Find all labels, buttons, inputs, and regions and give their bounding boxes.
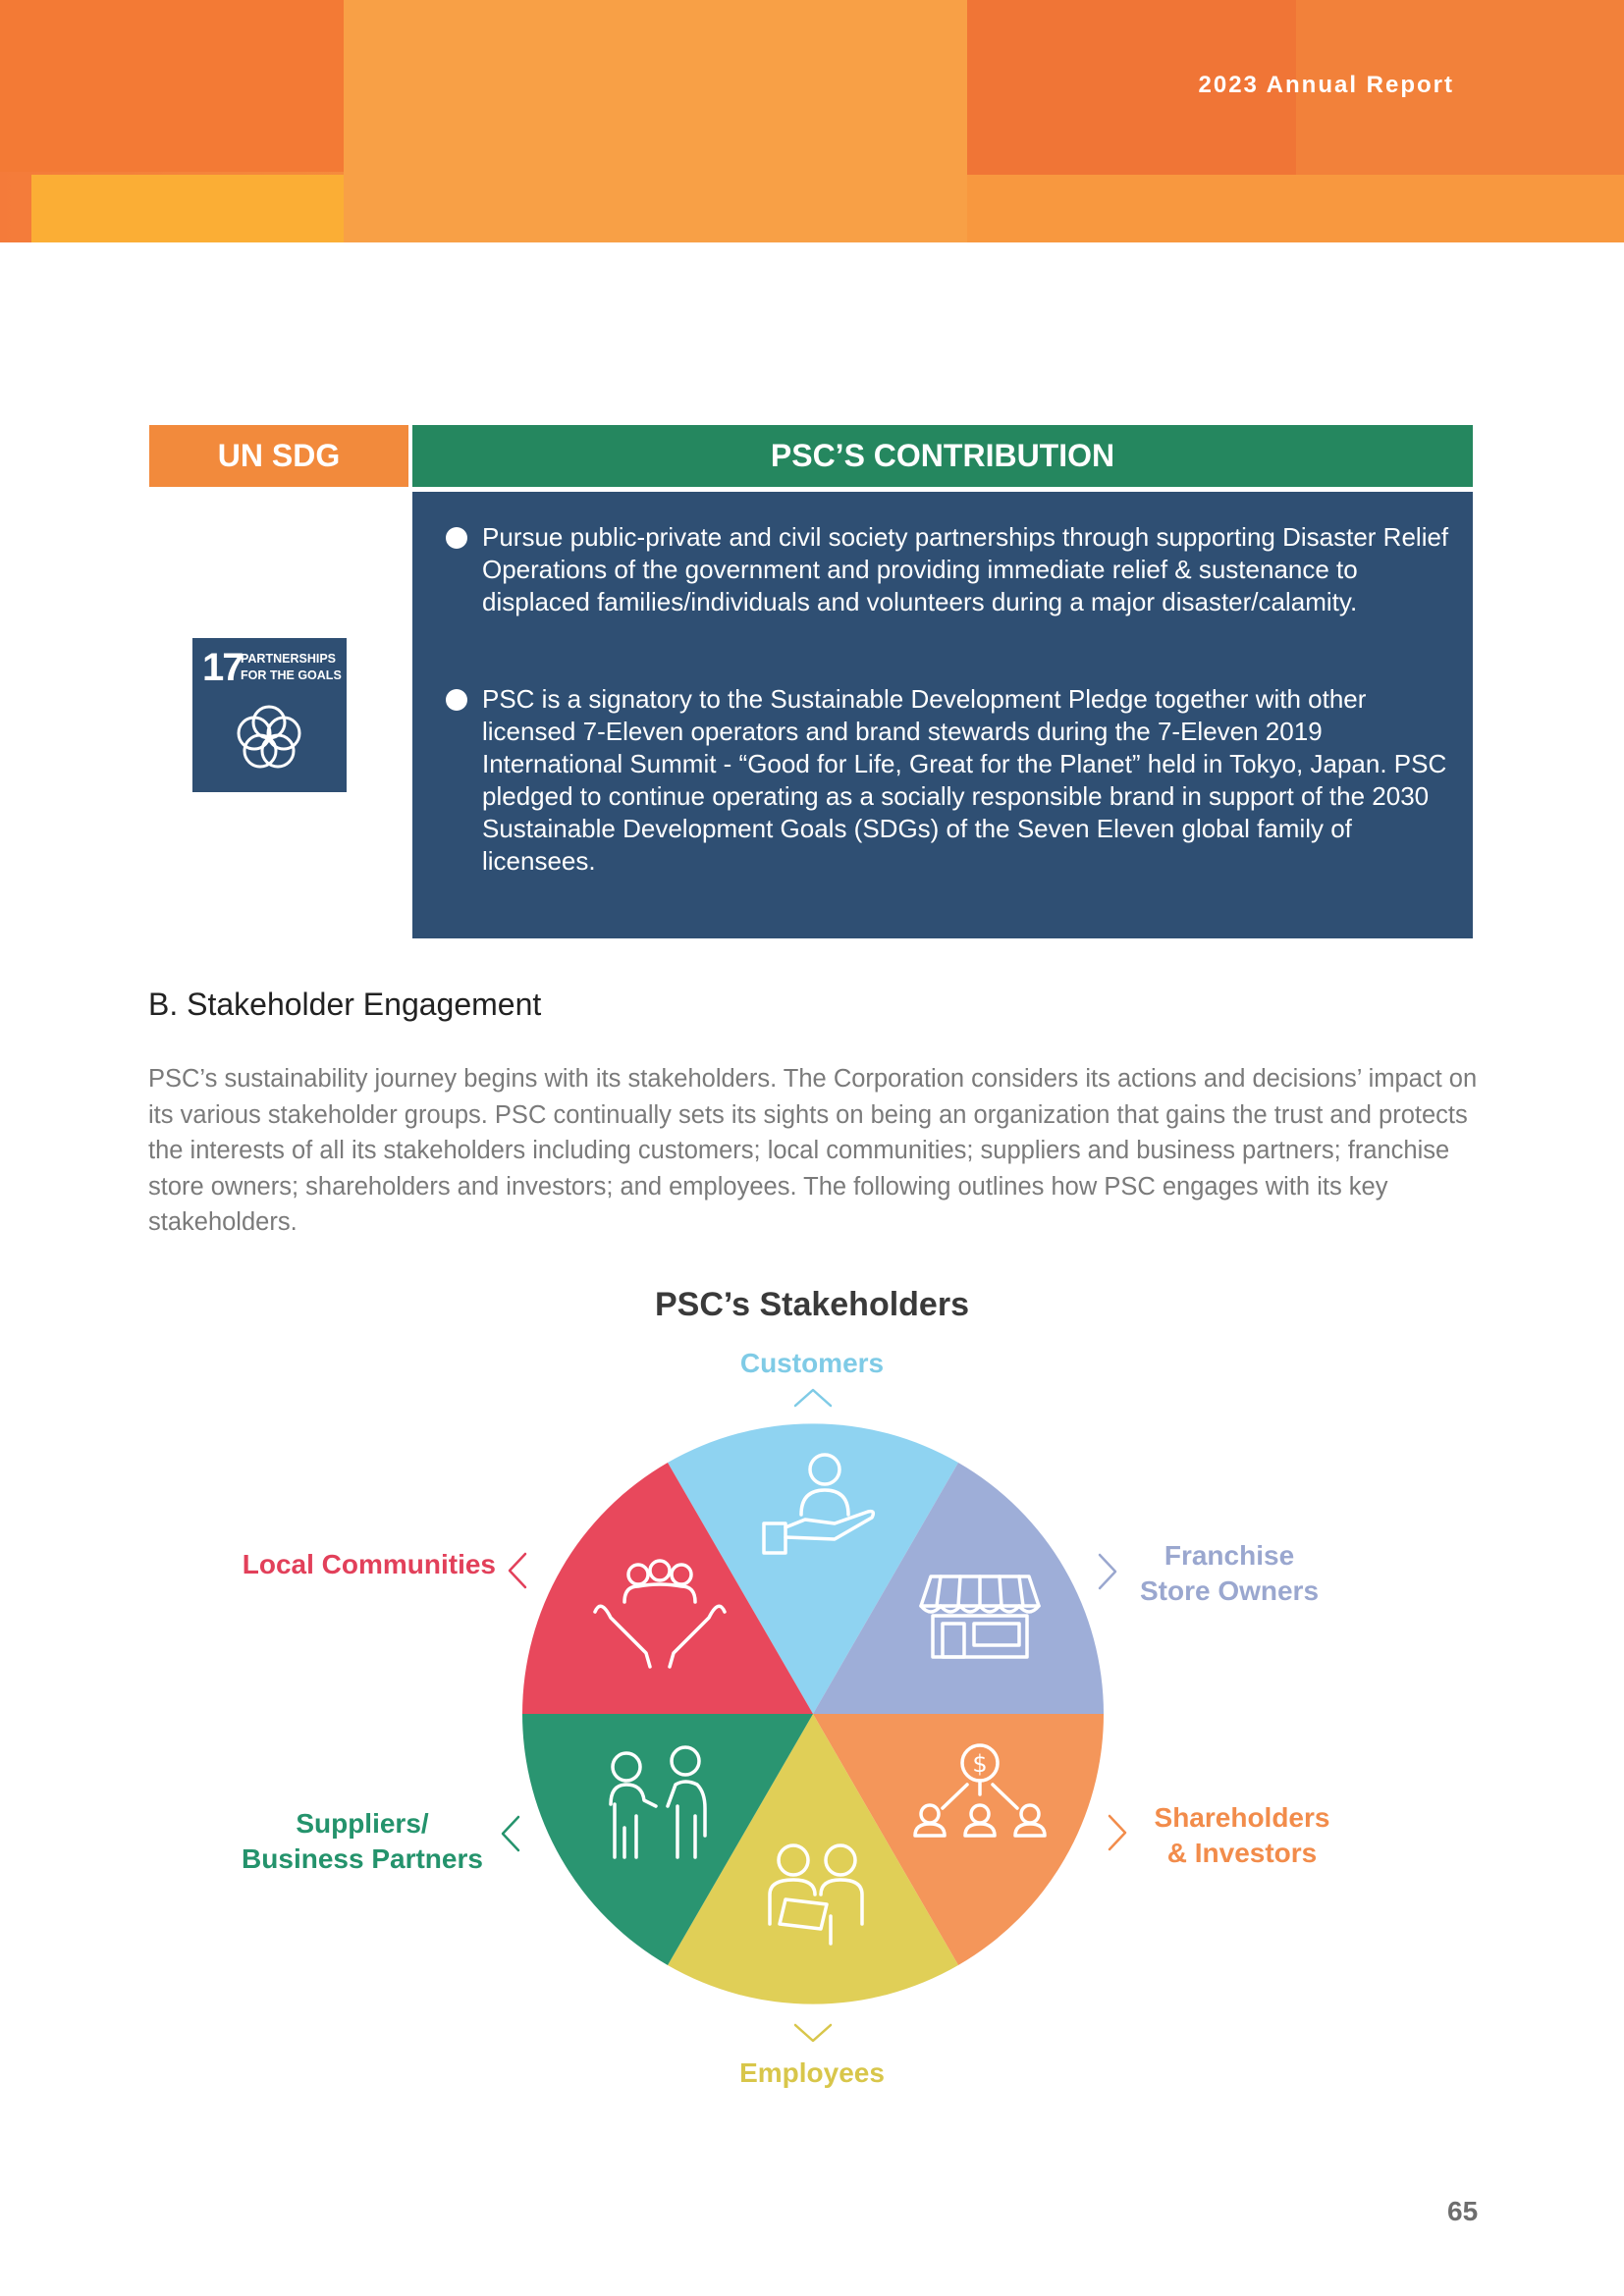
label-line: Franchise xyxy=(1164,1540,1295,1571)
label-line: Shareholders xyxy=(1154,1802,1330,1833)
label-line: Business Partners xyxy=(242,1843,483,1874)
chevron-down-icon xyxy=(795,2025,831,2041)
section-paragraph: PSC’s sustainability journey begins with its stakeholders. The Corporation considers its actions and decisions’ impact on its various stakeholder groups. PSC continually sets its sights on being an organization that gains the trust and protects the interests of all its stakeholders including customers; local communities; suppliers and business partners; franchise store owners; shareholders and investors; and employees. The following outlines how PSC engages with its key stakeholders. xyxy=(148,1065,1478,1236)
chevron-left-icon xyxy=(510,1554,525,1587)
report-title: 2023 Annual Report xyxy=(1198,72,1454,98)
table-header-un-sdg: UN SDG xyxy=(149,425,408,487)
label-shareholders-investors xyxy=(1139,1800,1345,1871)
label-franchise-store-owners xyxy=(1131,1538,1327,1609)
chevron-right-icon xyxy=(1110,1816,1125,1849)
chevron-up-icon xyxy=(795,1390,831,1406)
diagram-title: PSC’s Stakeholders xyxy=(655,1286,969,1323)
sdg-number: 17 xyxy=(202,646,243,689)
label-customers: Customers xyxy=(739,1348,885,1378)
label-line: & Investors xyxy=(1166,1838,1318,1868)
svg-text:$: $ xyxy=(972,1750,988,1778)
label-suppliers-business-partners xyxy=(220,1806,505,1877)
bullet-text: PSC is a signatory to the Sustainable Development Pledge together with other licensed 7-Eleven operators and brand stewards during the 7-Eleven 2019 International Summit - “Good for Life, Great for the Planet” held in Tokyo, Japan. PSC pledged to continue operating as a socially responsible brand in support of the 2030 Sustainable Development Goals (SDGs) of the Seven Eleven global family of licensees. xyxy=(482,684,1447,876)
sdg-goal-line2: FOR THE GOALS xyxy=(241,668,342,682)
bullet-text: Pursue public-private and civil society partnerships through supporting Disaster Relief Operations of the government and providing immediate relief & sustenance to displaced families/individuals and volunteers during a major disaster/calamity. xyxy=(482,522,1449,616)
table-header-contribution: PSC’S CONTRIBUTION xyxy=(412,425,1473,487)
label-line: Store Owners xyxy=(1139,1575,1320,1606)
sdg-goal-line1: PARTNERSHIPS xyxy=(241,652,337,666)
chevron-right-icon xyxy=(1100,1555,1115,1588)
page-number: 65 xyxy=(1447,2196,1479,2226)
label-line: Suppliers/ xyxy=(296,1808,429,1839)
chevron-left-icon xyxy=(503,1817,518,1850)
section-title: B. Stakeholder Engagement xyxy=(148,987,542,1022)
label-employees: Employees xyxy=(739,2057,885,2088)
label-local-communities: Local Communities xyxy=(242,1549,496,1579)
